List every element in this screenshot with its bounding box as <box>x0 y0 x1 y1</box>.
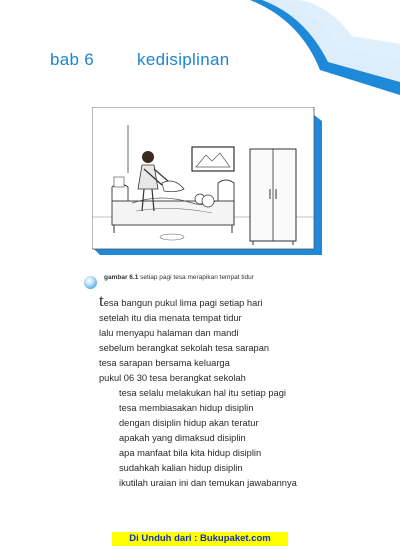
body-indented-line: sudahkah kalian hidup disiplin <box>119 463 243 473</box>
body-indented-line: tesa selalu melakukan hal itu setiap pagi <box>119 388 286 398</box>
body-text <box>99 291 389 491</box>
body-indented-line: apakah yang dimaksud disiplin <box>119 433 246 443</box>
body-indented-line: tesa membiasakan hidup disiplin <box>119 403 254 413</box>
body-line: setelah itu dia menata tempat tidur <box>99 313 242 323</box>
body-indented-line: apa manfaat bila kita hidup disiplin <box>119 448 262 458</box>
figure-label: gambar 6.1 <box>104 274 139 281</box>
body-indented-line: ikutilah uraian ini dan temukan jawabannya <box>119 478 297 488</box>
body-line-first <box>99 291 389 311</box>
download-source-banner[interactable]: Di Unduh dari : Bukupaket.com <box>112 532 288 546</box>
body-line: tesa sarapan bersama keluarga <box>99 358 230 368</box>
body-line: sebelum berangkat sekolah tesa sarapan <box>99 343 270 353</box>
figure-caption-text: setiap pagi tesa merapikan tempat tidur <box>140 274 254 281</box>
chapter-heading <box>50 50 229 70</box>
dropcap-letter: t <box>99 291 104 310</box>
body-line: pukul 06 30 tesa berangkat sekolah <box>99 373 246 383</box>
chapter-number: bab 6 <box>50 50 95 69</box>
body-first-rest: esa bangun pukul lima pagi setiap hari <box>103 298 263 308</box>
body-indented-line: dengan disiplin hidup akan teratur <box>119 418 259 428</box>
figure-caption <box>104 274 304 282</box>
chapter-title: kedisiplinan <box>137 50 230 69</box>
caption-bullet-icon <box>84 276 97 289</box>
illustration-bedroom <box>92 107 322 255</box>
body-line: lalu menyapu halaman dan mandi <box>99 328 239 338</box>
